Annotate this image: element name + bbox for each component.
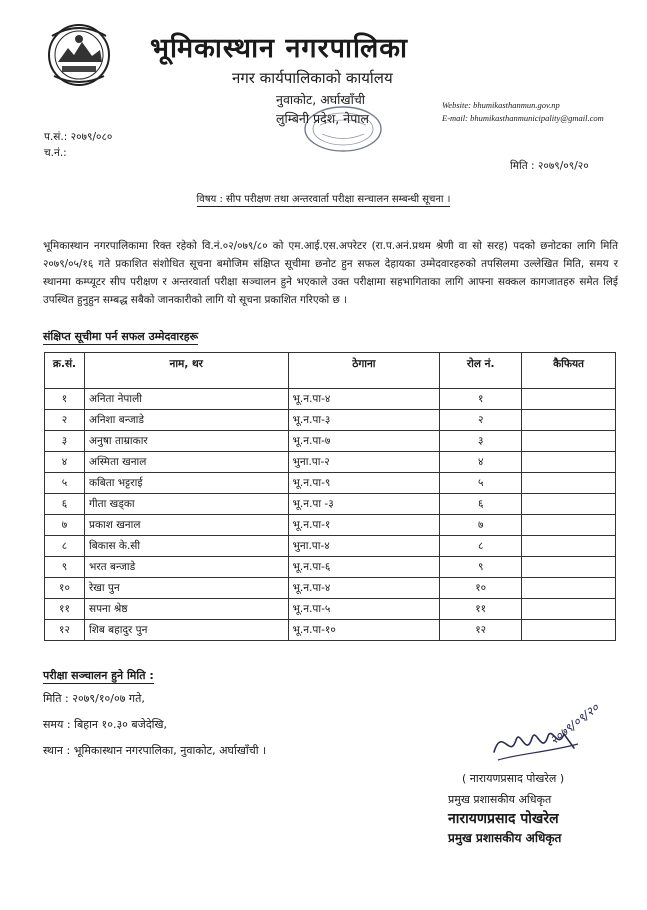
exam-place: स्थान : भूमिकास्थान नगरपालिका, नुवाकोट, अर्घाखाँची । (43, 744, 267, 757)
name-stamp: नारायणप्रसाद पोखरेल (448, 811, 559, 827)
cell-sn: १२ (45, 620, 85, 641)
cell-name: प्रकाश खनाल (84, 515, 288, 536)
signer-name: ( नारायणप्रसाद पोखरेल ) (462, 772, 565, 785)
cell-name: अनिता नेपाली (84, 389, 288, 410)
cell-roll: ५ (440, 473, 522, 494)
table-row (45, 557, 616, 578)
cell-address: भू.न.पा-१ (288, 515, 440, 536)
cell-roll: ४ (440, 452, 522, 473)
table-header-row (45, 353, 616, 389)
cell-name: अनिशा बन्जाडे (84, 410, 288, 431)
table-row (45, 410, 616, 431)
exam-schedule-heading: परीक्षा सञ्चालन हुने मिति : (43, 669, 154, 682)
cell-address: भू.न.पा-६ (288, 557, 440, 578)
office-stamp (302, 103, 384, 155)
cell-remarks (522, 389, 616, 410)
subject-line (0, 191, 647, 205)
website-link[interactable]: Website: bhumikasthanmun.gov.np (442, 100, 560, 110)
cell-remarks (522, 620, 616, 641)
cell-name: भरत बन्जाडे (84, 557, 288, 578)
cell-address: भू.न.पा -३ (288, 494, 440, 515)
cell-remarks (522, 515, 616, 536)
cell-roll: १० (440, 578, 522, 599)
cell-name: शिब बहादुर पुन (84, 620, 288, 641)
exam-time: समय : बिहान १०.३० बजेदेखि, (43, 718, 168, 731)
cell-sn: ८ (45, 536, 85, 557)
table-row (45, 599, 616, 620)
cell-address: भू.न.पा-९ (288, 473, 440, 494)
org-name: भूमिकास्थान नगरपालिका (150, 33, 409, 64)
exam-date: मिति : २०७९/१०/०७ गते, (43, 692, 145, 705)
email-link[interactable]: E-mail: bhumikasthanmunicipality@gmail.com (442, 113, 604, 123)
cell-roll: ६ (440, 494, 522, 515)
cell-roll: २ (440, 410, 522, 431)
cell-roll: ३ (440, 431, 522, 452)
cell-remarks (522, 452, 616, 473)
cell-roll: १२ (440, 620, 522, 641)
address-line-2: लुम्बिनी प्रदेश, नेपाल (276, 111, 370, 126)
table-row (45, 515, 616, 536)
cell-roll: ७ (440, 515, 522, 536)
address-line-1: नुवाकोट, अर्घाखाँची (276, 92, 366, 107)
cell-remarks (522, 410, 616, 431)
col-header-sn: क्र.सं. (45, 353, 85, 389)
cell-name: बिकास के.सी (84, 536, 288, 557)
cell-remarks (522, 557, 616, 578)
title-stamp: प्रमुख प्रशासकीय अधिकृत (448, 831, 562, 845)
cell-sn: ६ (45, 494, 85, 515)
table-row (45, 473, 616, 494)
cell-sn: ५ (45, 473, 85, 494)
col-header-remarks: कैफियत (522, 353, 616, 389)
cell-remarks (522, 536, 616, 557)
cell-address: भुना.पा-४ (288, 536, 440, 557)
office-name: नगर कार्यपालिकाको कार्यालय (232, 69, 393, 87)
cell-name: रेखा पुन (84, 578, 288, 599)
shortlist-heading: संक्षिप्त सूचीमा पर्न सफल उम्मेदवारहरू (43, 330, 199, 343)
subject-text: विषय : सीप परीक्षण तथा अन्तरवार्ता परीक्षा सन्चालन सम्बन्धी सूचना । (196, 194, 451, 205)
cell-address: भू.न.पा-३ (288, 410, 440, 431)
table-row (45, 578, 616, 599)
table-row (45, 431, 616, 452)
cell-remarks (522, 599, 616, 620)
cell-roll: ८ (440, 536, 522, 557)
cell-address: भुना.पा-२ (288, 452, 440, 473)
table-row (45, 389, 616, 410)
cell-sn: १० (45, 578, 85, 599)
cell-sn: ४ (45, 452, 85, 473)
col-header-roll: रोल नं. (440, 353, 522, 389)
cell-sn: ९ (45, 557, 85, 578)
signer-title: प्रमुख प्रशासकीय अधिकृत (448, 793, 552, 806)
cell-remarks (522, 473, 616, 494)
table-row (45, 452, 616, 473)
signature-date: २०७९/०९/२० (547, 700, 602, 748)
table-row (45, 536, 616, 557)
cell-sn: १ (45, 389, 85, 410)
cell-remarks (522, 578, 616, 599)
cell-name: सपना श्रेष्ठ (84, 599, 288, 620)
cell-roll: १ (440, 389, 522, 410)
candidate-table (44, 352, 616, 641)
cell-name: अस्मिता खनाल (84, 452, 288, 473)
municipality-emblem-logo (44, 22, 114, 88)
letter-number: प.सं.: २०७९/०८० (44, 131, 113, 143)
cell-name: कबिता भट्टराई (84, 473, 288, 494)
cell-name: गीता खड्का (84, 494, 288, 515)
col-header-name: नाम, थर (84, 353, 288, 389)
cell-sn: ११ (45, 599, 85, 620)
cell-sn: ७ (45, 515, 85, 536)
table-row (45, 620, 616, 641)
handwritten-signature (488, 700, 606, 778)
notice-body: भूमिकास्थान नगरपालिकामा रिक्त रहेको वि.नं.०२/०७९/८० को एम.आई.एस.अपरेटर (रा.प.अनं.प्रथम श्रेणी वा सो सरह) पदको छनोटका लागि मिति २०७९/०५/१६ गते प्रकाशित संशोधित सूचना बमोजिम संक्षिप्त सूचीमा छनोट हुन सफल देहायका उम्मेदवारहरुको तपसिलमा उल्लेखित मिति, समय र स्थानमा कम्प्यूटर सीप परीक्षण र अन्तरवार्ता परीक्षा सञ्चालन हुने भएकाले उक्त परीक्षामा सहभागिताका लागि आफ्ना सक्कल कागजातहरु समेत लिई उपस्थित हुनुहुन सम्बद्ध सबैको जानकारीको लागि यो सूचना प्रकाशित गरिएको छ । (43, 240, 618, 306)
col-header-address: ठेगाना (288, 353, 440, 389)
cell-sn: २ (45, 410, 85, 431)
letter-date: मिति : २०७९/०९/२० (510, 160, 589, 172)
table-row (45, 494, 616, 515)
cell-sn: ३ (45, 431, 85, 452)
cell-address: भू.न.पा-४ (288, 389, 440, 410)
cell-address: भू.न.पा-७ (288, 431, 440, 452)
cell-address: भू.न.पा-४ (288, 578, 440, 599)
dispatch-number: च.नं.: (44, 147, 67, 159)
cell-remarks (522, 494, 616, 515)
cell-roll: ११ (440, 599, 522, 620)
cell-remarks (522, 431, 616, 452)
candidate-rows (45, 389, 616, 641)
cell-address: भू.न.पा-५ (288, 599, 440, 620)
cell-roll: ९ (440, 557, 522, 578)
cell-address: भू.न.पा-१० (288, 620, 440, 641)
cell-name: अनुषा ताम्राकार (84, 431, 288, 452)
